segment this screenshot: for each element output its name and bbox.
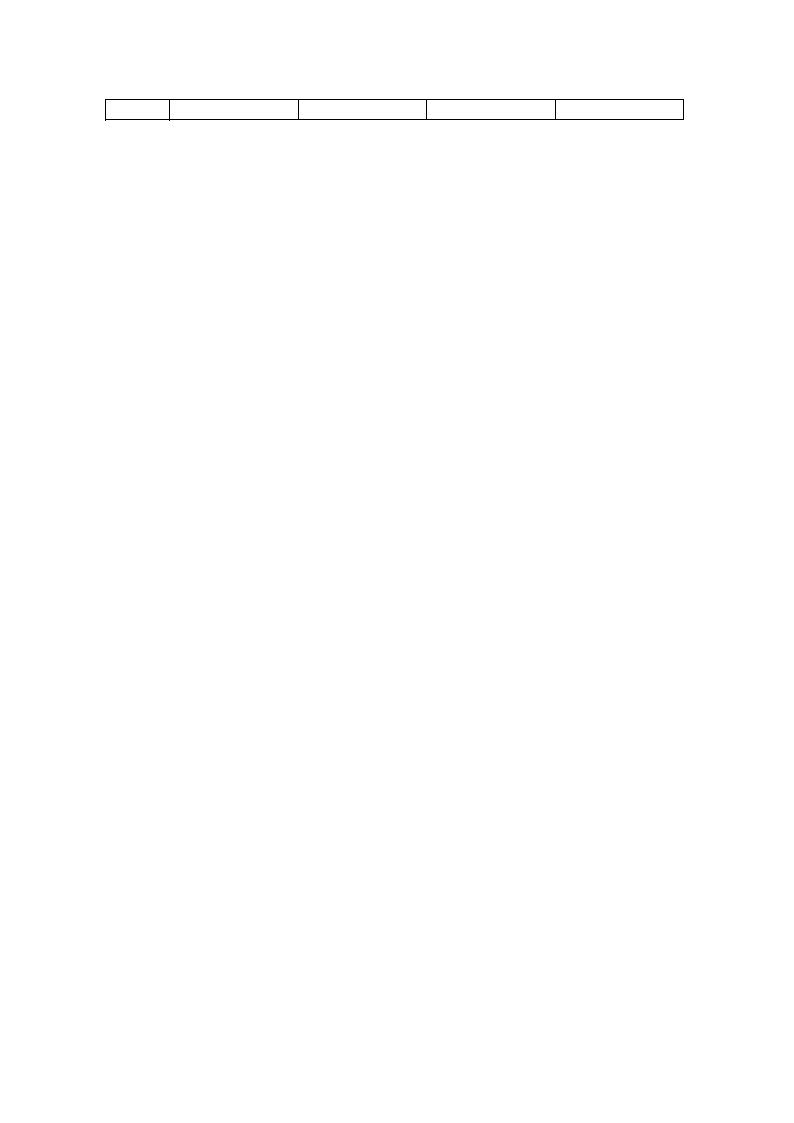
corner-cell: [106, 100, 170, 120]
group-header-st-a: [170, 100, 299, 120]
header-row-stations: [106, 100, 684, 120]
group-header-total: [555, 100, 684, 120]
group-header-st-b: [298, 100, 427, 120]
species-count-table: [105, 99, 684, 120]
group-header-st-c: [427, 100, 556, 120]
